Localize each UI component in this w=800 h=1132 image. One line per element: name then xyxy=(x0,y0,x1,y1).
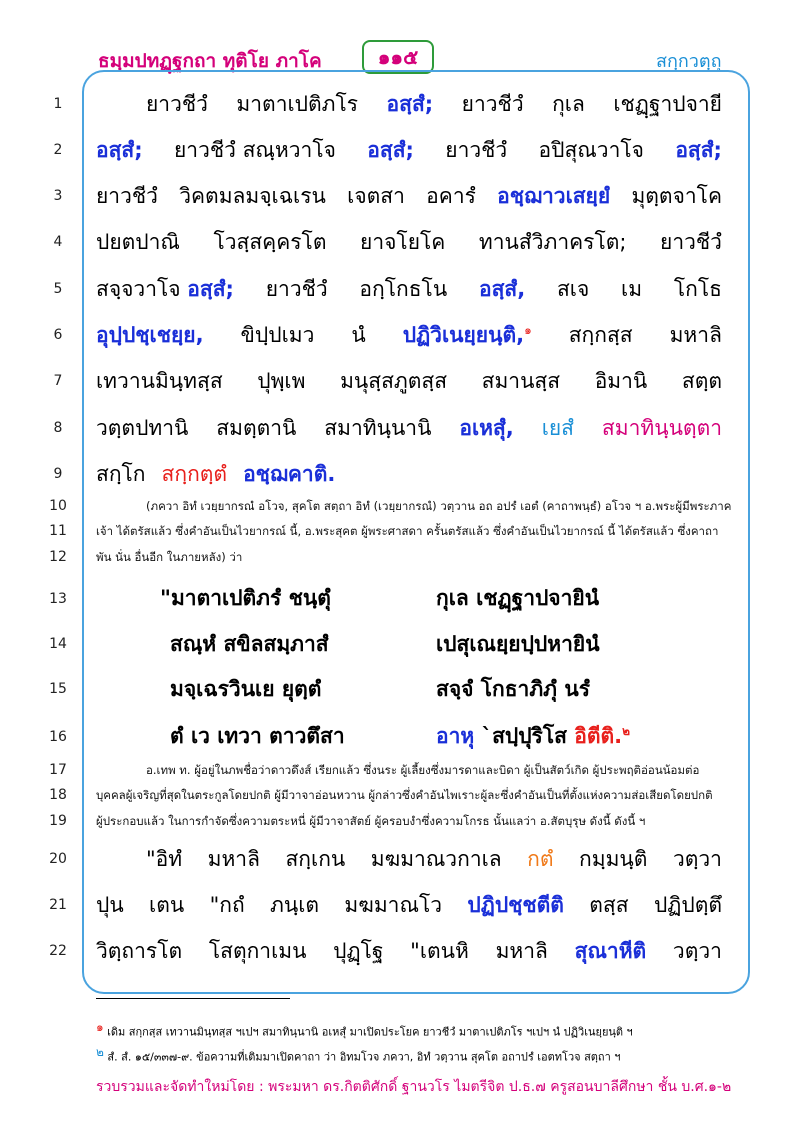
line-number: 2 xyxy=(53,142,63,158)
line-number: 20 xyxy=(49,851,67,867)
word: กุเล xyxy=(552,92,585,116)
word: สเจ xyxy=(556,277,590,301)
translation-line-17: อ.เทพ ท. ผู้อยู่ในภพชื่อว่าดาวดึงส์ เรียกแล้ว ซึ่งนระ ผู้เลี้ยงซึ่งมารดาและบิดา ผู้เป็นสัตว์เกิด ผู้ประพฤติอ่อนน้อมต่อ xyxy=(146,763,700,777)
verse-line-4b xyxy=(436,720,630,753)
line-number: 6 xyxy=(53,327,63,343)
word: อสฺสํ; xyxy=(96,138,143,162)
line-number: 13 xyxy=(49,591,67,607)
verse-line-2a: สณฺหํ สขิลสมฺภาสํ xyxy=(170,632,329,656)
word: สมานสฺส xyxy=(481,369,561,393)
verse-line-2b: เปสุเณยฺยปฺปหายินํ xyxy=(436,632,600,656)
word: ปยตปาณิ xyxy=(96,230,180,254)
line-number: 18 xyxy=(49,787,67,803)
word: มหาลิ xyxy=(207,847,260,871)
word: อสฺสํ, xyxy=(478,277,526,301)
word: สุณาหีติ xyxy=(574,939,647,963)
translation-line-10: (ภควา อิทํ เวยฺยากรณํ อโวจ, สุคโต สตฺถา อิทํ (เวยฺยากรณํ) วตฺวาน อถ อปรํ เอตํ (คาถาพนฺธํ) อโวจ ฯ อ.พระผู้มีพระภาค xyxy=(146,499,732,513)
line-number: 15 xyxy=(49,681,67,697)
word: "เตนหิ xyxy=(410,939,469,963)
text-line-20 xyxy=(96,843,722,876)
word: ยาวชีวํ xyxy=(146,92,208,116)
text-line-22 xyxy=(96,935,722,968)
word: วิคตมลมจฺเฉเรน xyxy=(179,184,326,208)
word: ปุพฺเพ xyxy=(257,369,306,393)
word: มุตฺตจาโค xyxy=(631,184,722,208)
section-title: สกฺกวตฺถุ xyxy=(656,51,722,72)
line-number: 12 xyxy=(49,549,67,565)
line-number: 9 xyxy=(53,466,63,482)
word: วิตฺถารโต xyxy=(96,939,183,963)
footnote-ref: ๑ xyxy=(524,323,532,337)
line-number: 16 xyxy=(49,729,67,745)
word: ปฏิปตฺตึ xyxy=(653,893,722,917)
word: อปิสุณวาโจ xyxy=(538,138,644,162)
word: มฆมาณวกาเล xyxy=(370,847,502,871)
text-line-21 xyxy=(96,889,722,922)
word: ยาวชีวํ xyxy=(445,138,508,162)
book-title: ธมฺมปทฏฺฐกถา ทุติโย ภาโค xyxy=(98,50,322,72)
word: เม xyxy=(621,277,643,301)
verse-line-4a: ตํ เว เทวา ตาวตึสา xyxy=(170,724,345,748)
footnote-1 xyxy=(96,1018,633,1041)
footnote-text: เดิม สกฺกสฺส เทวานมินฺทสฺส ฯเปฯ สมาทินฺนานิ อเหสุํ มาเปิดประโยค ยาวชีวํ มาตาเปติภโร ฯเปฯ นํ ปฏิวิเนยฺยนฺติ ฯ xyxy=(107,1025,633,1039)
word: อิมานิ xyxy=(594,369,648,393)
verse-line-3a: มจฺเฉรวินเย ยุตฺตํ xyxy=(170,677,322,701)
word: โสตุกาเมน xyxy=(208,939,307,963)
word: เยสํ xyxy=(541,416,575,440)
text-line-9 xyxy=(96,458,722,491)
word: มฆมาณโว xyxy=(344,893,443,917)
word: เตน xyxy=(149,893,185,917)
verse-line-1b: กุเล เชฏฺฐาปจายินํ xyxy=(436,586,600,610)
line-number: 7 xyxy=(53,373,63,389)
word: อชฺฌาวเสยฺยํ xyxy=(497,184,611,208)
footnote-text: สํ. สํ. ๑๕/๓๓๗-๙. ข้อความที่เติมมาเปิดคาถา ว่า อิทมโวจ ภควา, อิทํ วตฺวาน สุคโต อถาปรํ เอตทโวจ สตฺถา ฯ xyxy=(107,1050,621,1064)
translation-line-19: ผู้ประกอบแล้ว ในการกำจัดซึ่งความตระหนี่ ผู้มีวาจาสัตย์ ผู้ครอบงำซึ่งความโกรธ นั้นแลว่า อ.สัตบุรุษ ดังนี้ ดังนี้ ฯ xyxy=(96,814,646,828)
word: ยาวชีวํ xyxy=(461,92,524,116)
word: อชฺฌคาติ. xyxy=(243,462,336,486)
word: วตฺวา xyxy=(672,847,722,871)
footnote-mark: ๑ xyxy=(96,1020,104,1034)
line-number: 22 xyxy=(49,943,67,959)
word: มนุสฺสภูตสฺส xyxy=(340,369,448,393)
line-number: 17 xyxy=(49,762,67,778)
word: อิตีติ. xyxy=(574,724,623,748)
footnote-mark: ๒ xyxy=(96,1045,104,1059)
word: อุปฺปชฺเชยฺย, xyxy=(96,323,204,347)
word: สจฺจวาโจ xyxy=(96,277,181,301)
translation-line-12: พัน นั่น อื่นอีก ในภายหลัง) ว่า xyxy=(96,550,243,564)
page-footer: รวบรวมและจัดทำใหม่โดย : พระมหา ดร.กิตติศักดิ์ ฐานวโร ไมตรีจิต ป.ธ.๗ ครูสอนบาลีศึกษา ชั้น บ.ศ.๑-๒ xyxy=(96,1079,732,1095)
line-number: 21 xyxy=(49,897,67,913)
word: อสฺสํ; xyxy=(386,92,434,116)
word: อเหสุํ, xyxy=(459,416,514,440)
word: ยาวชีวํ xyxy=(265,277,328,301)
word: เทวานมินฺทสฺส xyxy=(96,369,223,393)
word: อคารํ xyxy=(426,184,476,208)
word: วตฺวา xyxy=(672,939,722,963)
word: `สปฺปุริโส xyxy=(481,724,567,748)
word: กมฺมนฺติ xyxy=(579,847,648,871)
word: วตฺตปทานิ xyxy=(96,416,189,440)
word: ภนฺเต xyxy=(270,893,320,917)
word: กตํ xyxy=(527,847,554,871)
line-number: 11 xyxy=(49,523,67,539)
word: ปฏิปชฺชตีติ xyxy=(467,893,564,917)
verse-line-3b: สจฺจํ โกธาภิภุํ นรํ xyxy=(436,677,590,701)
footnote-2 xyxy=(96,1043,620,1066)
word: ปุน xyxy=(96,893,124,917)
footnote-separator xyxy=(96,998,290,999)
text-line-5 xyxy=(96,273,722,306)
word: มหาลิ xyxy=(669,323,722,347)
word: สมาทินฺนานิ xyxy=(324,416,432,440)
word: ยาวชีวํ xyxy=(660,230,722,254)
word: สกฺกตฺตํ xyxy=(161,462,228,486)
word: นํ xyxy=(351,323,366,347)
word: สมาทินฺนตฺตา xyxy=(601,416,722,440)
word: ยาวชีวํ xyxy=(96,184,158,208)
word: ยาวชีวํ สณฺหวาโจ xyxy=(174,138,336,162)
word: ทานสํวิภาครโต; xyxy=(478,230,627,254)
translation-line-18: บุคคลผู้เจริญที่สุดในตระกูลโดยปกติ ผู้มีวาจาอ่อนหวาน ผู้กล่าวซึ่งคำอันไพเราะผู้ละซึ่งคำอันเป็นที่ตั้งแห่งความส่อเสียดโดยปกติ xyxy=(96,788,713,802)
line-number: 4 xyxy=(53,234,63,250)
line-number: 10 xyxy=(49,498,67,514)
word: มาตาเปติภโร xyxy=(236,92,359,116)
word: อาหุ xyxy=(436,724,475,748)
text-line-6 xyxy=(96,319,722,352)
word: เชฏฺฐาปจายี xyxy=(613,92,722,116)
word: เจตสา xyxy=(347,184,405,208)
word: สตฺต xyxy=(681,369,722,393)
word: อสฺสํ; xyxy=(187,277,234,301)
line-number: 1 xyxy=(53,96,63,112)
verse-line-1a: "มาตาเปติภรํ ชนฺตุํ xyxy=(160,586,331,610)
word: ตสฺส xyxy=(589,893,629,917)
word: สกฺโก xyxy=(96,462,146,486)
word: โกโธ xyxy=(673,277,722,301)
word: สกฺกสฺส xyxy=(568,323,633,347)
word: "อิทํ xyxy=(146,847,183,871)
text-line-8 xyxy=(96,412,722,445)
text-line-3 xyxy=(96,180,722,213)
page-number: ๑๑๕ xyxy=(362,40,434,74)
word: มหาลิ xyxy=(495,939,548,963)
word: "กถํ xyxy=(209,893,245,917)
word: อสฺสํ; xyxy=(675,138,722,162)
word: ปุฏฺโฐ xyxy=(333,939,384,963)
translation-line-11: เจ้า ได้ตรัสแล้ว ซึ่งคำอันเป็นไวยากรณ์ นี้, อ.พระสุคต ผู้พระศาสดา ครั้นตรัสแล้ว ซึ่งคำอันเป็นไวยากรณ์ นี้ ได้ตรัสแล้ว ซึ่งคาถา xyxy=(96,524,719,538)
word: โวสฺสคฺครโต xyxy=(213,230,327,254)
footnote-ref: ๒ xyxy=(622,724,631,738)
text-line-2 xyxy=(96,134,722,167)
line-number: 19 xyxy=(49,813,67,829)
text-line-1 xyxy=(96,88,722,121)
line-number: 14 xyxy=(49,636,67,652)
line-number: 3 xyxy=(53,188,63,204)
word: อกฺโกธโน xyxy=(359,277,448,301)
text-line-4 xyxy=(96,226,722,259)
word: สกฺเกน xyxy=(285,847,346,871)
line-number: 8 xyxy=(53,420,63,436)
line-number: 5 xyxy=(53,281,63,297)
word: อสฺสํ; xyxy=(367,138,414,162)
word: สมตฺตานิ xyxy=(216,416,297,440)
word: ขิปฺปเมว xyxy=(240,323,315,347)
text-line-7 xyxy=(96,365,722,398)
word: ปฏิวิเนยฺยนฺติ, xyxy=(402,323,525,347)
word: ยาจโยโค xyxy=(360,230,446,254)
